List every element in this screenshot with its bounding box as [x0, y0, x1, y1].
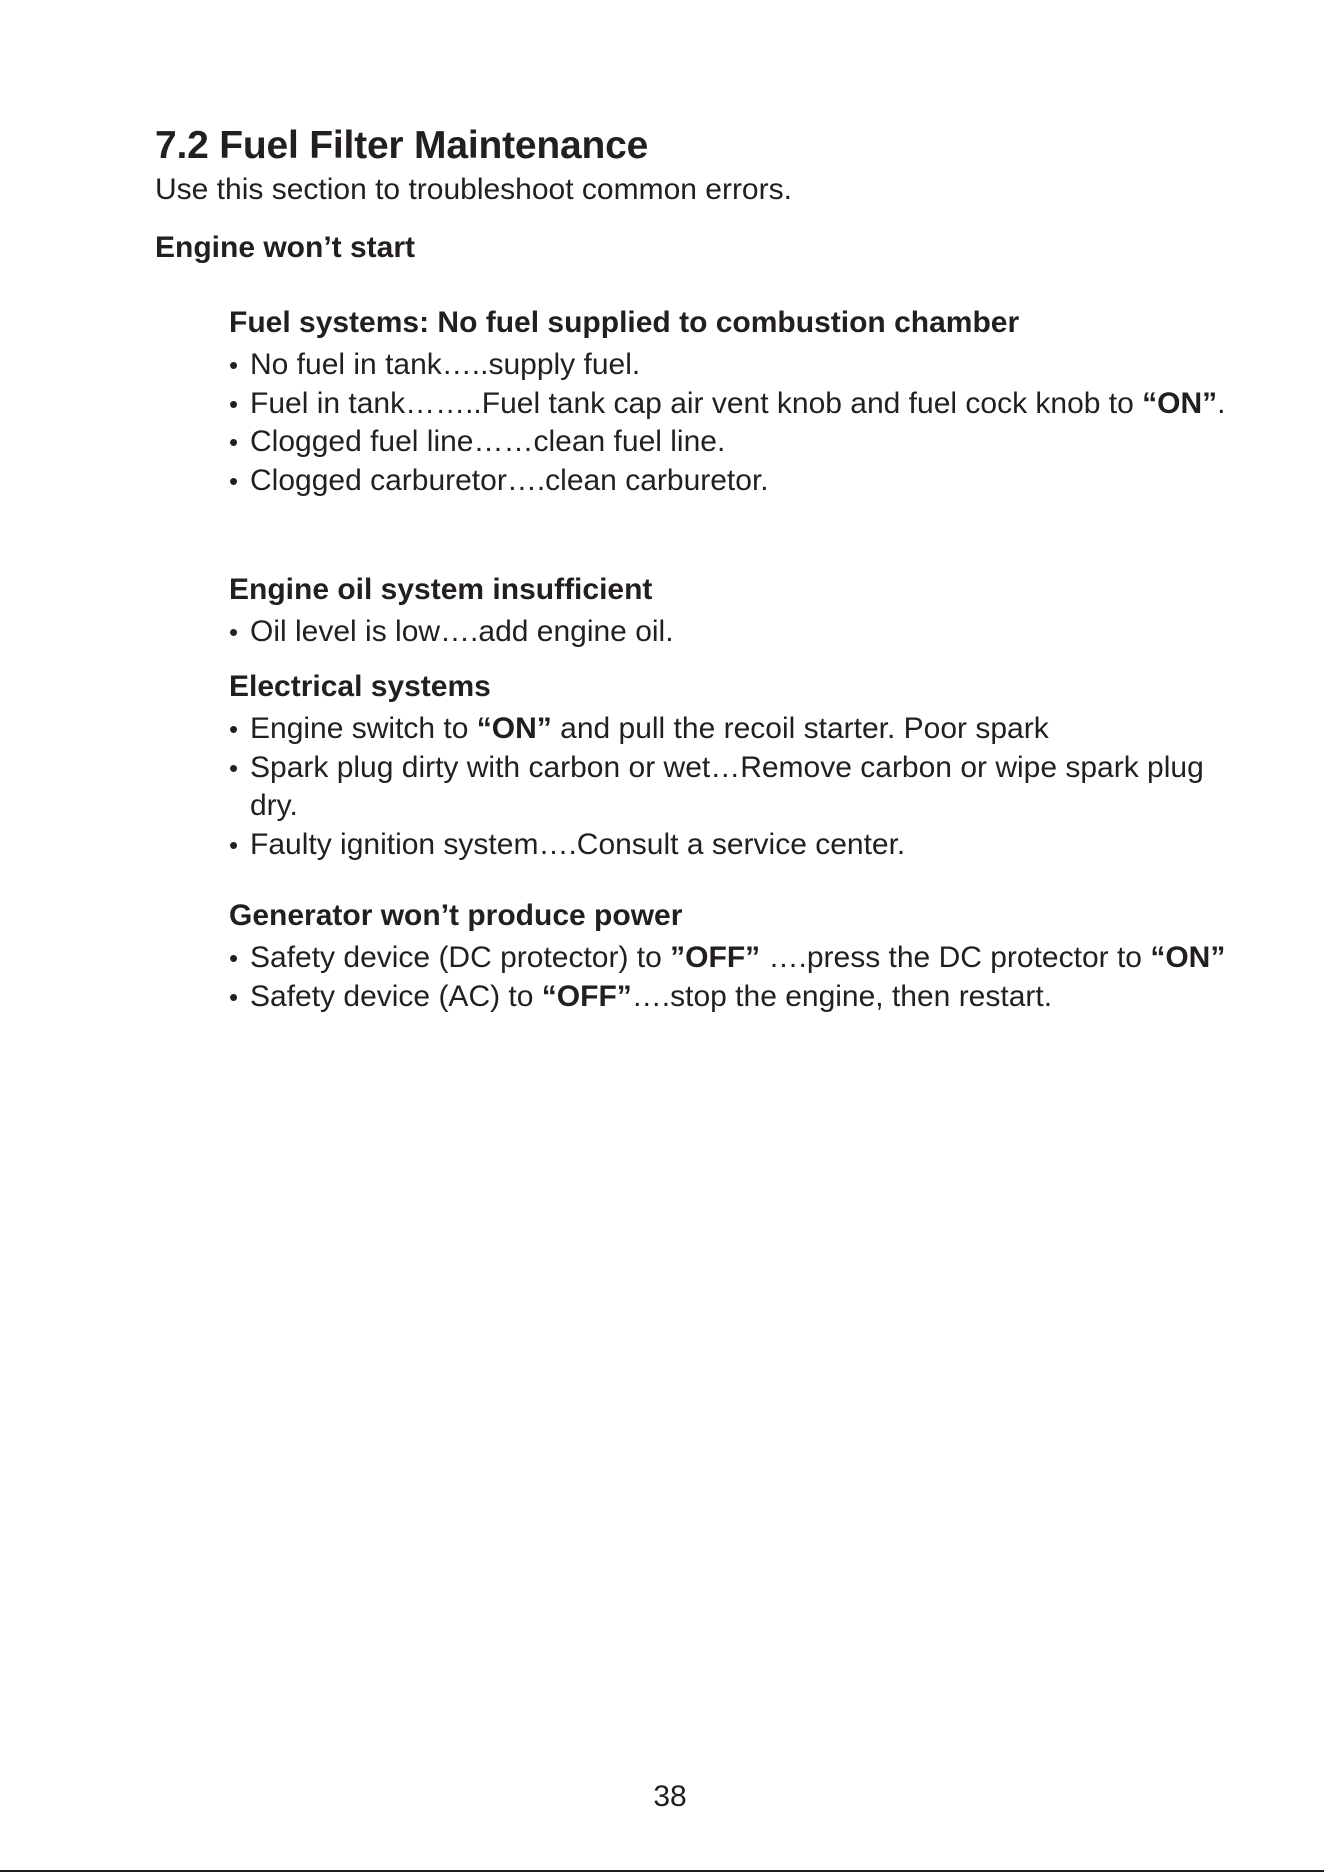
list-item: • No fuel in tank…..supply fuel. — [229, 346, 1229, 385]
list-item: • Faulty ignition system….Consult a service center. — [229, 826, 1229, 865]
list-item: • Clogged carburetor….clean carburetor. — [229, 462, 1229, 501]
section-heading: Engine won’t start — [155, 231, 416, 264]
item-list — [229, 346, 1229, 500]
item-list — [229, 939, 1229, 1016]
troubleshoot-group-generator-power — [229, 897, 1229, 1016]
list-item: • Spark plug dirty with carbon or wet…Remove carbon or wipe spark plug dry. — [229, 749, 1229, 826]
list-item: • Oil level is low….add engine oil. — [229, 613, 1229, 652]
group-heading: Fuel systems: No fuel supplied to combustion chamber — [229, 306, 1020, 339]
troubleshoot-group-electrical — [229, 668, 1229, 864]
group-heading: Engine oil system insufficient — [229, 573, 653, 606]
page-number: 38 — [653, 1780, 687, 1813]
group-heading: Electrical systems — [229, 670, 491, 703]
intro-text: Use this section to troubleshoot common errors. — [155, 173, 792, 206]
item-list — [229, 710, 1229, 864]
list-item: • Fuel in tank……..Fuel tank cap air vent knob and fuel cock knob to “ON”. — [229, 385, 1229, 424]
list-item: • Engine switch to “ON” and pull the recoil starter. Poor spark — [229, 710, 1229, 749]
item-list — [229, 613, 1229, 652]
list-item: • Clogged fuel line……clean fuel line. — [229, 423, 1229, 462]
troubleshoot-group-fuel-systems — [229, 304, 1229, 500]
list-item: • Safety device (DC protector) to ”OFF” ….press the DC protector to “ON” — [229, 939, 1229, 978]
troubleshoot-group-engine-oil — [229, 571, 1229, 652]
list-item: • Safety device (AC) to “OFF”….stop the engine, then restart. — [229, 978, 1229, 1017]
page-title: 7.2 Fuel Filter Maintenance — [155, 124, 649, 167]
group-heading: Generator won’t produce power — [229, 899, 683, 932]
